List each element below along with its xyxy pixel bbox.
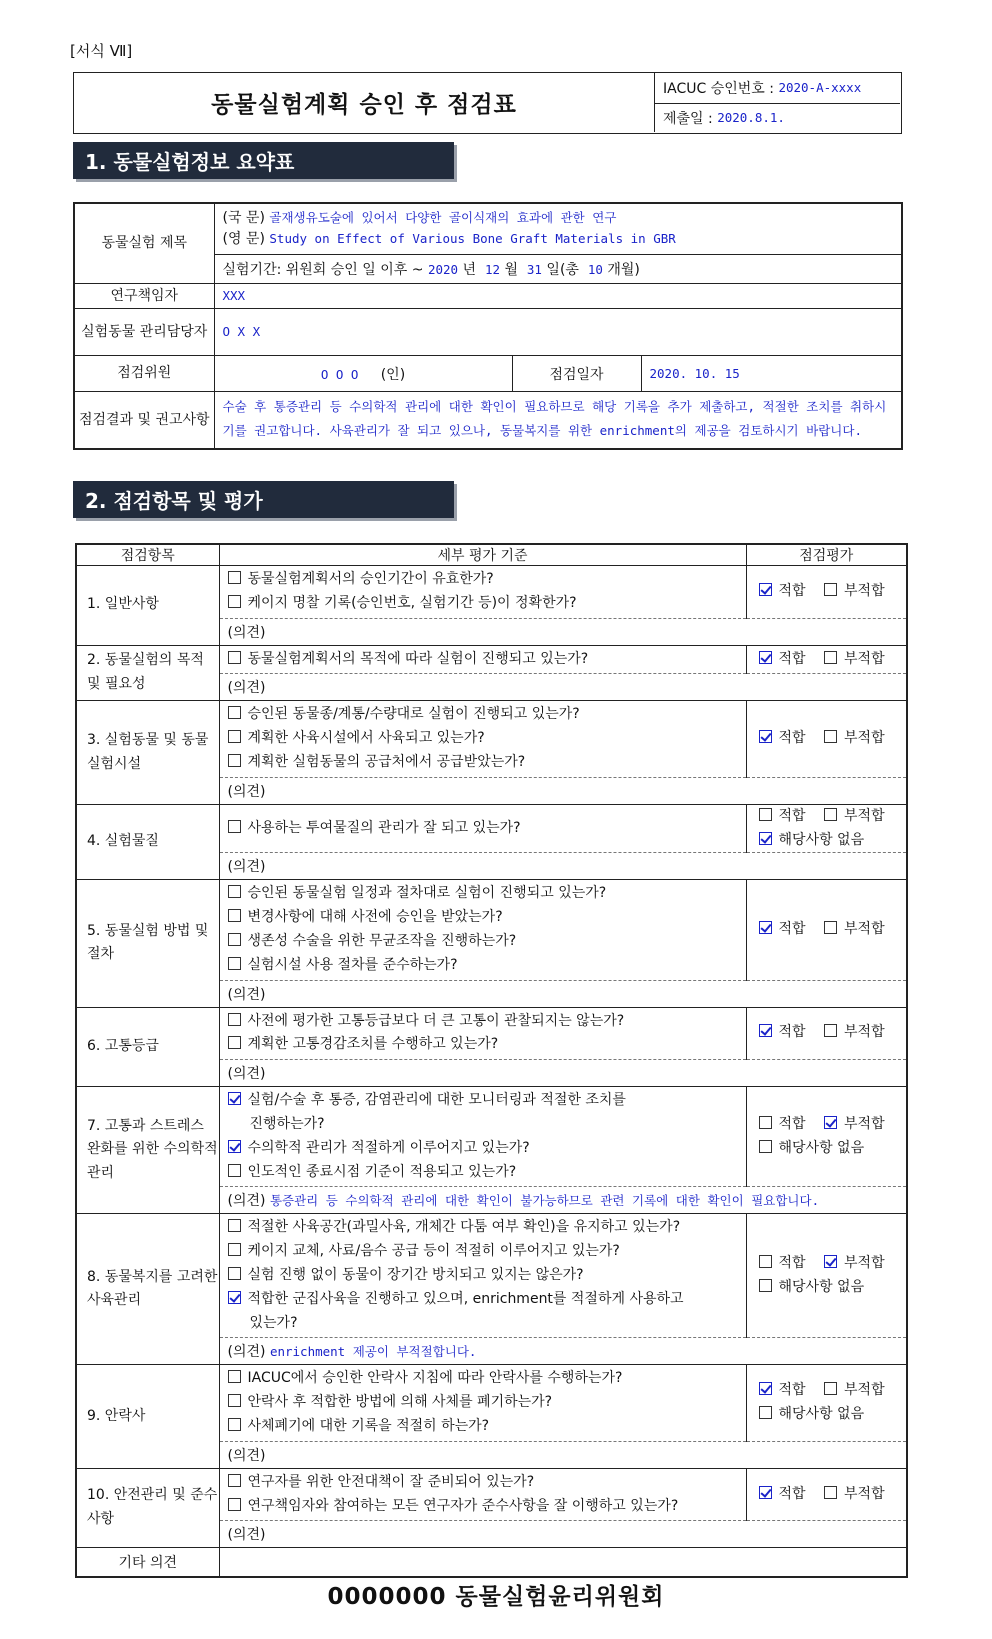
period-year[interactable]: 2020 [427,262,459,277]
period-day[interactable]: 31 [526,262,542,277]
checklist-table [75,543,908,1578]
checkbox[interactable] [228,957,241,970]
manager-label: 실험동물 관리담당자 [74,309,214,356]
period-total-unit: 개월) [607,262,640,278]
checkbox[interactable] [228,571,241,584]
item-1-eval: 적합 부적합 [746,566,907,619]
checkbox[interactable] [228,1498,241,1511]
period-day-unit: 일(총 [546,262,579,278]
checkbox-ok[interactable] [759,583,772,596]
item-4-criteria: 사용하는 투여물질의 관리가 잘 되고 있는가? [219,804,746,853]
item-2-criteria: 동물실험계획서의 목적에 따라 실험이 진행되고 있는가? [219,645,746,674]
item-4-eval: 적합 부적합 해당사항 없음 [746,804,907,853]
checkbox[interactable] [228,1219,241,1232]
item-7-opinion[interactable]: (의견) 통증관리 등 수의학적 관리에 대한 확인이 불가능하므로 관련 기록에 대한 확인이 필요합니다. [219,1187,907,1214]
item-2-eval: 적합 부적합 [746,645,907,674]
item-3-criteria: 승인된 동물종/계통/수량대로 실험이 진행되고 있는가? 계획한 사육시설에서 사육되고 있는가? 계획한 실험동물의 공급처에서 공급받았는가? [219,701,746,777]
checkbox-bad[interactable] [824,1116,837,1129]
period-month[interactable]: 12 [484,262,501,277]
checkbox-ok[interactable] [759,808,772,821]
item-6-opinion[interactable]: (의견) [219,1060,907,1087]
item-9-name: 9. 안락사 [76,1365,219,1468]
result-value[interactable]: 수술 후 통증관리 등 수의학적 관리에 대한 확인이 필요하므로 해당 기록을 추가 제출하고, 적절한 조치를 취하시기를 권고합니다. 사육관리가 잘 되고 있으나, 동물복지를 위한 enrichment의 제공을 검토하시기 바랍니다. [222,399,887,438]
committee-name: 0000000 동물실험윤리위원회 [327,1584,665,1610]
checkbox-bad[interactable] [824,651,837,664]
checkbox-ok[interactable] [759,921,772,934]
item-5-opinion[interactable]: (의견) [219,980,907,1007]
inspector-value[interactable]: O O O [320,366,359,382]
submit-date-value[interactable]: 2020.8.1. [717,110,785,126]
checkbox[interactable] [228,1036,241,1049]
item-1-name: 1. 일반사항 [76,566,219,646]
col-eval-header: 점검평가 [746,544,907,566]
checkbox-ok[interactable] [759,1382,772,1395]
item-1-criteria: 동물실험계획서의 승인기간이 유효한가? 케이지 명찰 기록(승인번호, 실험기간 등)이 정확한가? [219,566,746,619]
checkbox-ok[interactable] [759,651,772,664]
checkbox-na[interactable] [759,832,772,845]
study-period-cell[interactable] [214,255,902,284]
checkbox[interactable] [228,1394,241,1407]
item-6-eval: 적합 부적합 [746,1007,907,1060]
item-9-opinion[interactable]: (의견) [219,1441,907,1468]
item-1-opinion[interactable]: (의견) [219,618,907,645]
checkbox-ok[interactable] [759,1024,772,1037]
checkbox-bad[interactable] [824,730,837,743]
checkbox[interactable] [228,706,241,719]
inspector-seal: (인) [380,366,406,383]
checkbox-ok[interactable] [759,730,772,743]
item-10-name: 10. 안전관리 및 준수사항 [76,1468,219,1548]
submit-date-row [655,103,900,133]
checkbox[interactable] [228,1140,241,1153]
approval-info [655,73,900,132]
item-9-eval: 적합 부적합 해당사항 없음 [746,1365,907,1441]
study-title-cell[interactable] [214,203,902,255]
checkbox-bad[interactable] [824,808,837,821]
title-kr-value[interactable]: 골재생유도술에 있어서 다양한 골이식재의 효과에 관한 연구 [269,210,617,225]
item-3-eval: 적합 부적합 [746,701,907,777]
title-en-value[interactable]: Study on Effect of Various Bone Graft Materials in GBR [269,231,676,246]
checkbox-na[interactable] [759,1279,772,1292]
item-6-criteria: 사전에 평가한 고통등급보다 더 큰 고통이 관찰되지는 않는가? 계획한 고통경감조치를 수행하고 있는가? [219,1007,746,1060]
item-4-name: 4. 실험물질 [76,804,219,880]
checkbox-bad[interactable] [824,921,837,934]
inspector-cell[interactable] [214,356,512,392]
col-criteria-header: 세부 평가 기준 [219,544,746,566]
iacuc-number-label: IACUC 승인번호 : [663,80,774,97]
manager-value[interactable]: O X X [222,324,261,339]
item-8-eval: 적합 부적합 해당사항 없음 [746,1214,907,1338]
item-10-criteria: 연구자를 위한 안전대책이 잘 준비되어 있는가? 연구책임자와 참여하는 모든 연구자가 준수사항을 잘 이행하고 있는가? [219,1468,746,1521]
checkbox[interactable] [228,1370,241,1383]
title-kr-prefix: (국 문) [222,210,265,226]
period-month-unit: 월 [504,262,518,278]
item-2-opinion[interactable]: (의견) [219,674,907,701]
checkbox-na[interactable] [759,1406,772,1419]
period-label: 실험기간: 위원회 승인 일 이후 ~ [222,262,424,278]
study-title-label: 동물실험 제목 [74,203,214,284]
checkbox[interactable] [228,1164,241,1177]
item-6-name: 6. 고통등급 [76,1007,219,1087]
period-year-unit: 년 [462,262,477,278]
checkbox-na[interactable] [759,1140,772,1153]
form-label: [서식 Ⅶ] [70,42,133,60]
checkbox-ok[interactable] [759,1486,772,1499]
checkbox-bad[interactable] [824,1382,837,1395]
pi-value[interactable]: XXX [222,288,246,303]
checkbox[interactable] [228,1291,241,1304]
checkbox[interactable] [228,1418,241,1431]
item-4-opinion[interactable]: (의견) [219,853,907,880]
item-10-eval: 적합 부적합 [746,1468,907,1521]
checkbox[interactable] [228,885,241,898]
title-box [73,72,902,134]
item-3-opinion[interactable]: (의견) [219,777,907,804]
item-8-opinion[interactable]: (의견) enrichment 제공이 부적절합니다. [219,1338,907,1365]
checkbox[interactable] [228,730,241,743]
checkbox-bad[interactable] [824,1486,837,1499]
checkbox-bad[interactable] [824,1255,837,1268]
section1-heading: 1. 동물실험정보 요약표 [73,142,454,179]
item-7-criteria: 실험/수술 후 통증, 감염관리에 대한 모니터링과 적절한 조치를 진행하는가? 수의학적 관리가 적절하게 이루어지고 있는가? 인도적인 종료시점 기준이 적용되고 있는가? [219,1087,746,1187]
pi-label: 연구책임자 [74,284,214,309]
inspector-label: 점검위원 [74,356,214,392]
item-5-eval: 적합 부적합 [746,880,907,980]
other-opinion-field[interactable] [219,1548,907,1577]
iacuc-number-row [655,73,900,103]
item-7-eval: 적합 부적합 해당사항 없음 [746,1087,907,1187]
section2-heading: 2. 점검항목 및 평가 [73,481,454,518]
item-10-opinion[interactable]: (의견) [219,1521,907,1548]
other-opinion-label: 기타 의견 [76,1548,219,1577]
period-total[interactable]: 10 [587,262,603,277]
checkbox[interactable] [228,933,241,946]
item-5-criteria: 승인된 동물실험 일정과 절차대로 실험이 진행되고 있는가? 변경사항에 대해 사전에 승인을 받았는가? 생존성 수술을 위한 무균조작을 진행하는가? 실험시설 사용 절차를 준수하는가? [219,880,746,980]
item-8-criteria: 적절한 사육공간(과밀사육, 개체간 다툼 여부 확인)을 유지하고 있는가? 케이지 교체, 사료/음수 공급 등이 적절히 이루어지고 있는가? 실험 진행 없이 동물이 장기간 방치되고 있지는 않은가? 적합한 군집사육을 진행하고 있으며, enrichment를 적절하게 사용하고 있는가? [219,1214,746,1338]
checkbox[interactable] [228,909,241,922]
checkbox[interactable] [228,754,241,767]
checkbox[interactable] [228,1243,241,1256]
item-3-name: 3. 실험동물 및 동물실험시설 [76,701,219,804]
submit-date-label: 제출일 : [663,110,713,127]
iacuc-number-value[interactable]: 2020-A-xxxx [778,80,862,96]
col-item-header: 점검항목 [76,544,219,566]
summary-table [73,202,903,450]
result-label: 점검결과 및 권고사항 [74,392,214,449]
checkbox-ok[interactable] [759,1116,772,1129]
checkbox[interactable] [228,1013,241,1026]
item-2-name: 2. 동물실험의 목적 및 필요성 [76,645,219,701]
title-en-prefix: (영 문) [222,231,265,247]
item-7-name: 7. 고통과 스트레스 완화를 위한 수의학적 관리 [76,1087,219,1214]
item-8-name: 8. 동물복지를 고려한 사육관리 [76,1214,219,1365]
document-title: 동물실험계획 승인 후 점검표 [74,73,655,132]
date-value[interactable]: 2020. 10. 15 [649,365,740,381]
checkbox-bad[interactable] [824,1024,837,1037]
checkbox[interactable] [228,1267,241,1280]
checkbox[interactable] [228,1474,241,1487]
item-9-criteria: IACUC에서 승인한 안락사 지침에 따라 안락사를 수행하는가? 안락사 후 적합한 방법에 의해 사체를 폐기하는가? 사체폐기에 대한 기록을 적절히 하는가? [219,1365,746,1441]
checkbox[interactable] [228,595,241,608]
checkbox[interactable] [228,1092,241,1105]
checkbox[interactable] [228,820,241,833]
checkbox-bad[interactable] [824,583,837,596]
checkbox[interactable] [228,651,241,664]
checkbox-ok[interactable] [759,1255,772,1268]
date-label: 점검일자 [512,356,641,392]
item-5-name: 5. 동물실험 방법 및 절차 [76,880,219,1007]
